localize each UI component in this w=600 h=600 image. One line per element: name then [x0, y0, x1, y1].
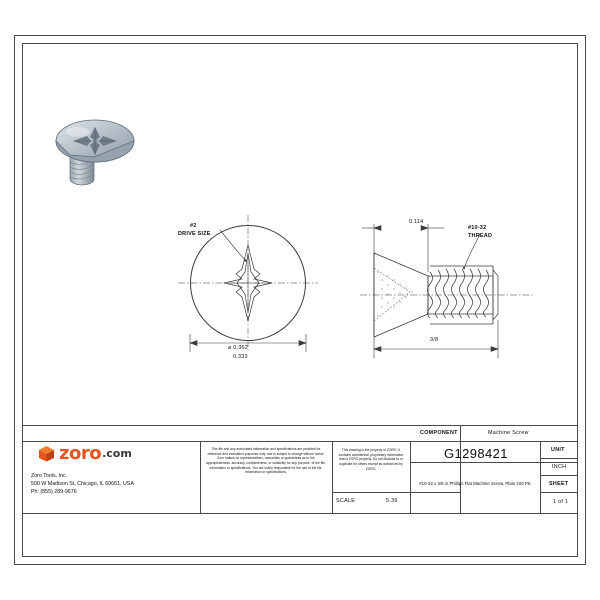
drive-view — [158, 212, 348, 372]
drive-size-callout-line2: DRIVE SIZE — [178, 231, 211, 237]
head-diameter-dim-upper: ⌀ 0.362 — [228, 345, 249, 351]
tb-hline-unit — [540, 458, 578, 459]
tb-hline-bottom — [22, 513, 578, 514]
zoro-tld: .com — [102, 447, 132, 460]
part-number: G1298421 — [444, 446, 508, 461]
side-section-view — [352, 206, 542, 376]
overall-length-dimension: 3/8 — [430, 337, 439, 343]
tb-divider-5 — [540, 441, 541, 513]
sheet-value: 1 of 1 — [553, 499, 569, 505]
scale-value: 5.39 — [386, 498, 398, 504]
zoro-wordmark: zoro — [59, 443, 102, 464]
component-label: COMPONENT — [420, 430, 458, 436]
sheet-label: SHEET — [549, 481, 569, 487]
tb-hline-sheet — [540, 492, 578, 493]
drive-size-callout-line1: #2 — [190, 223, 197, 229]
zoro-logo — [38, 443, 132, 464]
component-value: Machine Screw — [488, 430, 529, 436]
isometric-screw-render — [40, 100, 160, 210]
legal-notice-right: This drawing is the property of ZORO. It contains confidential, proprietary information that is ZORO property. Do not disclose to or duplicate for others except as authorized by ZORO. — [338, 448, 404, 471]
unit-label: UNIT — [551, 447, 565, 453]
head-diameter-dim-lower: 0.333 — [233, 354, 248, 360]
company-street: 500 W Madison St, Chicago, IL 60661, USA — [31, 481, 134, 488]
tb-divider-4 — [460, 425, 461, 513]
company-phone: Ph: (855) 289-9676 — [31, 489, 77, 496]
thread-callout-line1: #10-32 — [468, 225, 487, 231]
scale-label: SCALE — [336, 498, 356, 504]
tb-hline-part — [410, 462, 578, 463]
thread-callout-line2: THREAD — [468, 233, 493, 239]
company-address-block — [31, 472, 134, 497]
company-name: Zoro Tools, Inc. — [31, 473, 68, 479]
unit-value: INCH — [552, 464, 567, 470]
tb-divider-3 — [410, 441, 411, 513]
tb-hline-inch — [540, 475, 578, 476]
tb-hline-top — [22, 441, 578, 442]
head-height-dimension: 0.114 — [409, 219, 424, 225]
legal-notice-left: This file and any associated information and specifications are provided for reference and evaluation purposes only, and is subject to change without notice. Zoro makes no representations, warranties or guarantees as to the appropriateness, accuracy, completeness, or suitability for any purpose, of the file, information or specifications. You are solely responsible for the use of the file, information or specifications. — [206, 447, 326, 475]
tb-hline-scale — [332, 492, 460, 493]
head-diameter-circle — [190, 225, 306, 341]
zoro-box-icon — [38, 445, 55, 462]
part-description: #10-32 x 3/8 in Phillips Flat Machine Screw, Plain 100 PK — [419, 481, 531, 486]
